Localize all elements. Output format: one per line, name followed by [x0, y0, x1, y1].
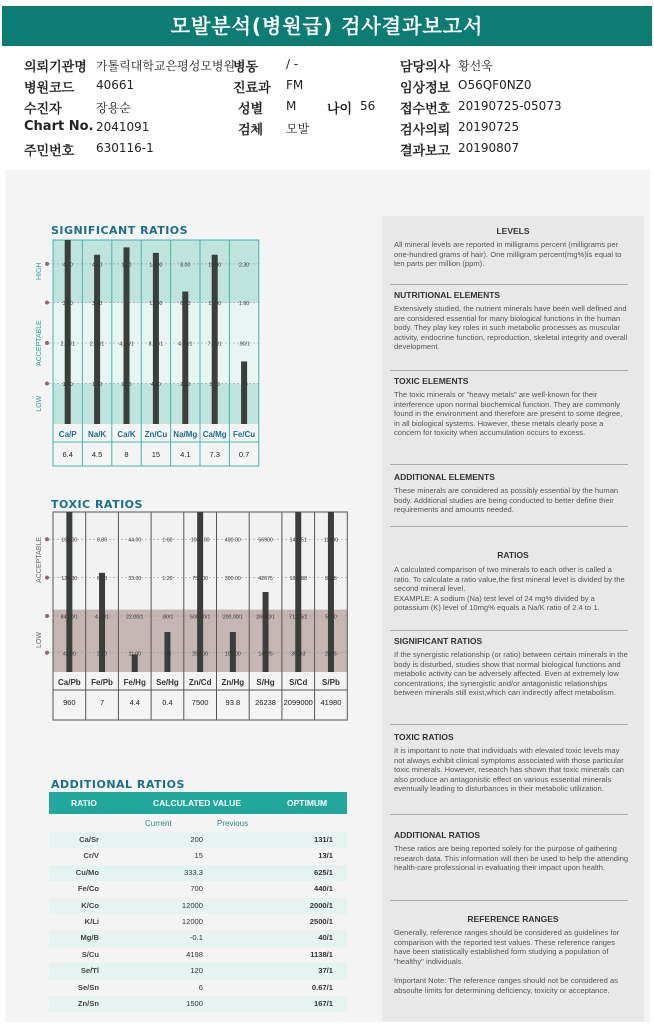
- current-value: 700: [190, 884, 203, 894]
- reference-tick-label: 7.00/1: [207, 341, 222, 348]
- reference-tick-label: .90/1: [238, 341, 250, 348]
- reference-tick-label: 1000.00: [190, 537, 210, 544]
- reference-tick-label: 15.00: [208, 262, 222, 269]
- reference-tick-label: 2.20: [96, 651, 108, 658]
- explanation-text: It is important to note that individuals with elevated toxic levels may not always exhibit clinical symptoms associated with those particular toxic minerals. However, research has shown that toxic minerals can also produce an antagonistic effect on various essential minerals eventually leading to disturbances in their metabolic utilization.: [394, 746, 625, 794]
- reference-tick-label: 106688: [289, 576, 307, 583]
- ratio-name: Se/Tl: [80, 966, 99, 976]
- reference-tick-label: 168.00: [61, 537, 78, 544]
- optimum-value: 2000/1: [309, 900, 333, 910]
- sex-label: 성별: [238, 102, 264, 117]
- explanation-heading: TOXIC ELEMENTS: [394, 376, 469, 386]
- ward-value: / -: [286, 57, 299, 71]
- reference-tick-label: 3.00: [209, 382, 220, 389]
- reference-tick-label: 14225: [258, 651, 273, 658]
- test-request-label: 검사의뢰: [400, 123, 451, 138]
- category-label: Ca/Mg: [202, 430, 227, 439]
- current-value: 333.3: [183, 867, 203, 877]
- tick-marker: [45, 301, 49, 305]
- current-value: 6: [198, 982, 203, 992]
- category-label: S/Hg: [256, 678, 275, 687]
- reference-tick-label: 6.60: [96, 576, 108, 583]
- ratio-name: Ca/Sr: [79, 835, 99, 844]
- age-label: 나이: [327, 102, 353, 117]
- reference-tick-label: 4.00/1: [178, 341, 193, 348]
- reference-tick-label: 2.00: [180, 382, 191, 389]
- category-label: Na/K: [87, 430, 107, 439]
- sex-value: M: [286, 99, 297, 113]
- additional-ratios-table: [49, 792, 347, 1022]
- section-divider: [390, 284, 628, 285]
- chart-no-label: Chart No.: [24, 119, 94, 134]
- current-value: 1500: [186, 999, 203, 1008]
- reference-tick-label: 6.00: [180, 301, 191, 308]
- current-value: 12000: [181, 900, 203, 910]
- tick-marker: [45, 576, 49, 580]
- ratio-name: Mg/B: [80, 933, 99, 943]
- dept-value: FM: [286, 78, 304, 92]
- optimum-value: 131/1: [313, 835, 333, 844]
- value-label: 8: [124, 450, 129, 459]
- ratio-name: Fe/Co: [77, 884, 99, 894]
- bar-ca-k: [124, 247, 130, 424]
- reference-tick-label: .20: [240, 382, 248, 389]
- institution-value: 가톨릭대학교은평성모병원: [96, 59, 236, 73]
- reference-tick-label: 8.00: [180, 262, 191, 269]
- section-divider: [390, 900, 628, 901]
- explanation-heading: TOXIC RATIOS: [394, 732, 454, 742]
- reference-tick-label: 4.00: [150, 382, 161, 389]
- reference-tick-label: 500.00/1: [190, 614, 211, 621]
- explanation-text: All mineral levels are reported in milligrams percent (milligrams per one-hundred grams of hair). One milligram percent(mg%)is equal to ten parts per million (ppm).: [394, 240, 622, 269]
- report-title: 모발분석(병원급) 검사결과보고서: [2, 6, 652, 46]
- clinical-info-label: 임상정보: [400, 81, 451, 96]
- reference-tick-label: 2.30: [239, 262, 250, 269]
- clinical-info-value: O56QF0NZ0: [458, 78, 532, 92]
- section-divider: [390, 526, 628, 527]
- value-label: 7: [99, 698, 105, 707]
- category-label: Fe/Cu: [232, 430, 256, 439]
- ratio-name: Cu/Mo: [75, 867, 99, 877]
- result-report-value: 20190807: [458, 141, 520, 155]
- explanation-heading: ADDITIONAL ELEMENTS: [394, 472, 495, 482]
- explanation-heading: RATIOS: [497, 550, 529, 560]
- section-divider: [390, 724, 628, 725]
- category-label: Zn/Cu: [144, 430, 168, 439]
- significant-ratios-chart: [19, 238, 269, 470]
- value-label: 15: [151, 450, 161, 459]
- additional-ratio-row: [49, 914, 347, 930]
- additional-ratio-row: [49, 832, 347, 848]
- value-label: 4.1: [180, 450, 191, 459]
- reference-tick-label: 1.60: [239, 301, 250, 308]
- patient-info: [0, 50, 654, 160]
- category-label: Ca/Pb: [58, 678, 81, 687]
- reference-tick-label: 250.00: [192, 651, 209, 658]
- reference-tick-label: 8.80: [96, 537, 108, 544]
- toxic-ratios-chart: [19, 510, 361, 740]
- reference-tick-label: 22.00/1: [126, 614, 144, 621]
- result-report-label: 결과보고: [400, 144, 451, 159]
- ratio-name: S/Cu: [81, 949, 99, 959]
- institution-label: 의뢰기관명: [24, 60, 87, 75]
- reference-tick-label: 4.20/1: [119, 341, 134, 348]
- value-label: 7500: [191, 698, 209, 707]
- tick-marker: [45, 262, 49, 266]
- category-label: Se/Hg: [156, 678, 179, 687]
- ratio-name: Se/Sn: [77, 982, 99, 992]
- chart-no-value: 2041091: [96, 120, 150, 134]
- examinee-value: 장용순: [96, 101, 131, 115]
- optimum-value: 440/1: [313, 884, 333, 894]
- category-label: Ca/P: [58, 430, 77, 439]
- reference-tick-label: 8538: [325, 576, 337, 583]
- test-request-value: 20190725: [458, 120, 520, 134]
- additional-ratio-row: [49, 996, 347, 1012]
- bar-zn-cd: [197, 512, 203, 672]
- reference-tick-label: 71125/2: [289, 614, 308, 621]
- value-label: 0.7: [238, 450, 250, 459]
- ratio-name: Zn/Sn: [77, 999, 99, 1008]
- reference-tick-label: 1.20: [162, 576, 173, 583]
- reference-tick-label: 142251: [289, 537, 307, 544]
- section-divider: [390, 814, 628, 815]
- reference-tick-label: 126.00: [61, 576, 78, 583]
- ratio-name: K/Li: [84, 917, 99, 926]
- explanation-text: Extensively studied, the nutrient minerals have been well defined and are considered essential for many biological functions in the human body. They play key roles in such metabolic processes as muscular activity, endocrine function, reproduction, skeletal integrity and overall development.: [394, 304, 628, 352]
- optimum-value: 13/1: [318, 851, 333, 861]
- resident-no-value: 630116-1: [96, 141, 154, 155]
- explanation-text: These minerals are considered as possibly essential by the human body. Additional studies are being conducted to better define their requirements and amounts needed.: [394, 486, 619, 515]
- optimum-value: 167/1: [313, 999, 333, 1008]
- reference-tick-label: 2.50/1: [60, 341, 75, 348]
- value-label: 93.8: [225, 698, 241, 707]
- reference-tick-label: 28450/1: [256, 614, 275, 621]
- reference-tick-label: 33.00: [128, 576, 142, 583]
- significant-ratios-title: SIGNIFICANT RATIOS: [51, 224, 189, 237]
- reference-tick-label: 4.00: [92, 262, 103, 269]
- toxic-ratios-title: TOXIC RATIOS: [51, 498, 143, 511]
- sub-previous: Previous: [217, 819, 249, 828]
- ratio-name: K/Co: [81, 900, 99, 910]
- reference-tick-label: 2845: [325, 651, 337, 658]
- explanation-text: These ratios are being reported solely for the purpose of gathering research data. This information will then be used to help the attending health-care professional in evaluating their impact upon health.: [394, 844, 629, 873]
- current-value: 200: [190, 835, 203, 844]
- reference-tick-label: 400.00: [224, 537, 241, 544]
- col-ratio: RATIO: [71, 798, 97, 808]
- reference-tick-label: 11.00: [128, 651, 142, 658]
- additional-ratio-row: [49, 881, 347, 897]
- receipt-value: 20190725-05073: [458, 99, 562, 113]
- reference-tick-label: 35563: [291, 651, 306, 658]
- bar-s-hg: [263, 592, 269, 672]
- current-value: -0.1: [189, 933, 203, 943]
- category-label: Na/Mg: [173, 430, 198, 439]
- reference-tick-label: 4.40/1: [94, 614, 110, 621]
- ratio-name: Cr/V: [83, 851, 99, 861]
- additional-ratios-title: ADDITIONAL RATIOS: [51, 778, 185, 791]
- reference-tick-label: 3.50: [62, 301, 73, 308]
- value-label: 4.4: [129, 698, 140, 707]
- reference-tick-label: 11200: [323, 537, 338, 544]
- reference-tick-label: .80/1: [161, 614, 174, 621]
- value-label: 7.3: [209, 450, 220, 459]
- optimum-value: 37/1: [318, 966, 333, 976]
- value-label: 960: [63, 698, 76, 707]
- additional-ratios-header: [49, 792, 347, 814]
- reference-tick-label: 84.00/1: [60, 614, 79, 621]
- category-label: S/Cd: [289, 678, 308, 687]
- hospital-code-label: 병원코드: [24, 81, 75, 96]
- current-value: 12000: [181, 917, 203, 926]
- category-label: Zn/Hg: [221, 678, 245, 687]
- tick-marker: [45, 651, 49, 655]
- reference-tick-label: 750.00: [192, 576, 209, 583]
- specimen-label: 검체: [238, 123, 264, 138]
- reference-tick-label: 56900: [258, 537, 273, 544]
- col-calculated-value: CALCULATED VALUE: [153, 798, 241, 808]
- additional-ratio-row: [49, 947, 347, 963]
- zone-label-low: LOW: [36, 395, 43, 412]
- section-divider: [390, 370, 628, 371]
- tick-marker: [45, 341, 49, 345]
- explanation-heading: LEVELS: [496, 226, 530, 236]
- reference-tick-label: 8.00/1: [148, 341, 164, 348]
- additional-ratio-row: [49, 980, 347, 996]
- additional-ratio-row: [49, 848, 347, 864]
- explanation-text: If the synergistic relationship (or ratio) between certain minerals in the body is disturbed, studies show that normal biological functions and metabolic activity can be adversely affected. Even at extremely low concentrations, the synergistic and/or antagonistic relationships between minerals still exist,which can indirectly affect metabolism.: [394, 650, 628, 698]
- optimum-value: 0.67/1: [311, 982, 333, 992]
- optimum-value: 625/1: [313, 867, 333, 877]
- dept-label: 진료과: [233, 81, 271, 96]
- reference-tick-label: 44.00: [128, 537, 142, 544]
- zone-label-acceptable: ACCEPTABLE: [36, 537, 43, 583]
- current-value: 4198: [186, 949, 203, 959]
- value-label: 2099000: [283, 698, 313, 707]
- explanation-heading: NUTRITIONAL ELEMENTS: [394, 290, 501, 300]
- optimum-value: 1138/1: [310, 949, 333, 959]
- resident-no-label: 주민번호: [24, 144, 75, 159]
- receipt-label: 접수번호: [400, 102, 451, 117]
- col-optimum: OPTIMUM: [287, 798, 328, 808]
- value-label: 0.4: [162, 698, 173, 707]
- value-label: 41980: [320, 698, 342, 707]
- doctor-value: 황선욱: [458, 59, 493, 73]
- additional-ratio-row: [49, 963, 347, 979]
- optimum-value: 2500/1: [309, 917, 333, 926]
- zone-label-low: LOW: [36, 632, 43, 648]
- zone-label-high: HIGH: [36, 262, 43, 281]
- explanation-text: Generally, reference ranges should be considered as guidelines for comparison with the reported test values. These reference ranges have been statistically established form studying a population of "healthy" individuals. Important Note: The reference ranges should not be considered as absoulte limits for determining deficiency, toxicity or acceptance.: [394, 928, 620, 995]
- ward-label: 병동: [233, 60, 259, 75]
- category-label: Zn/Cd: [188, 678, 212, 687]
- additional-ratio-row: [49, 930, 347, 946]
- explanation-heading: SIGNIFICANT RATIOS: [394, 636, 483, 646]
- category-label: Ca/K: [117, 430, 136, 439]
- specimen-value: 모발: [286, 122, 310, 136]
- current-value: 120: [190, 966, 203, 976]
- value-label: 6.4: [62, 450, 73, 459]
- reference-tick-label: 42675: [258, 576, 273, 583]
- examinee-label: 수진자: [24, 102, 62, 117]
- additional-ratio-row: [49, 898, 347, 914]
- bar-ca-pb: [66, 512, 72, 672]
- reference-tick-label: 42.00: [62, 651, 76, 658]
- explanations-panel: [382, 216, 644, 1022]
- bar-s-cd: [295, 512, 301, 672]
- explanation-heading: ADDITIONAL RATIOS: [394, 830, 481, 840]
- reference-tick-label: 100.00: [224, 651, 241, 658]
- age-value: 56: [360, 99, 376, 113]
- reference-tick-label: 1.00: [121, 262, 132, 269]
- scanned-report: [5, 170, 650, 1022]
- category-label: Fe/Hg: [123, 678, 146, 687]
- section-divider: [390, 630, 628, 631]
- reference-tick-label: 3.40: [92, 301, 103, 308]
- additional-ratio-row: [49, 865, 347, 881]
- bar-fe-cu: [241, 361, 247, 424]
- explanation-text: The toxic minerals or "heavy metals" are well-known for their interference upon normal biochemical function. They are commonly found in the environment and therefore are present to some degree, in all biological systems. However, these metals clearly pose a concern for toxicity when accumulation occurs to excess.: [394, 390, 623, 438]
- reference-tick-label: 1.50: [62, 382, 73, 389]
- value-label: 26238: [255, 698, 276, 707]
- zone-label-acceptable: ACCEPTABLE: [36, 320, 43, 366]
- category-label: S/Pb: [322, 678, 340, 687]
- reference-tick-label: 1.40: [92, 382, 103, 389]
- reference-tick-label: 4.00: [62, 262, 73, 269]
- tick-marker: [45, 614, 49, 618]
- category-label: Fe/Pb: [91, 678, 113, 687]
- value-label: 4.5: [91, 450, 103, 459]
- optimum-value: 40/1: [318, 933, 333, 943]
- reference-tick-label: 300.00: [224, 576, 241, 583]
- explanation-heading: REFERENCE RANGES: [467, 914, 559, 924]
- reference-tick-label: 11.00: [208, 301, 222, 308]
- current-value: 15: [194, 851, 203, 861]
- hospital-code-value: 40661: [96, 78, 135, 92]
- explanation-text: A calculated comparison of two minerals to each other is called a ratio. To calculate a ratio value,the first mineral level is divided by the second mineral level. EXAMPLE: A sodium (Na) test level of 24 mg% divided by a potassium (K) level of 10mg% equals a Na/K ratio of 2.4 to 1.: [394, 565, 625, 613]
- sub-current: Current: [145, 819, 172, 828]
- doctor-label: 담당의사: [400, 60, 451, 75]
- section-divider: [390, 464, 628, 465]
- reference-tick-label: .40: [163, 651, 172, 658]
- reference-tick-label: 14.00: [149, 262, 163, 269]
- tick-marker: [45, 382, 49, 386]
- bar-s-pb: [328, 512, 334, 672]
- tick-marker: [45, 537, 49, 541]
- reference-tick-label: 1.60: [162, 537, 173, 544]
- reference-tick-label: 12.00: [149, 301, 163, 308]
- reference-tick-label: 2.50: [121, 382, 132, 389]
- reference-tick-label: 5690: [325, 614, 337, 621]
- reference-tick-label: 2.40/1: [89, 341, 105, 348]
- reference-tick-label: 200.00/1: [222, 614, 243, 621]
